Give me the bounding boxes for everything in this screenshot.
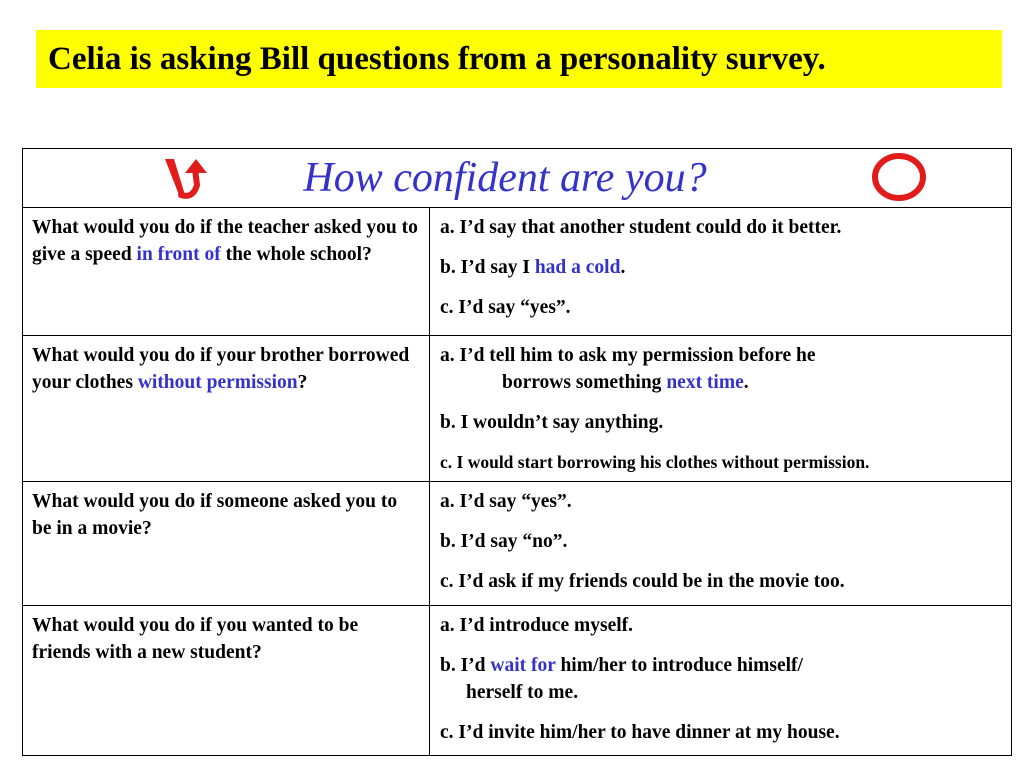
option-text: . bbox=[620, 256, 626, 278]
option-text: him/her to introduce himself/ bbox=[555, 654, 803, 676]
option-continuation bbox=[440, 370, 1003, 397]
question-text: What would you do if you wanted to be friends with a new student bbox=[32, 614, 359, 663]
option-continuation: herself to me. bbox=[466, 681, 579, 703]
table-row bbox=[23, 481, 1012, 605]
table-row bbox=[23, 335, 1012, 481]
option-text: borrows something bbox=[502, 371, 667, 393]
question-cell bbox=[23, 481, 430, 605]
table-row bbox=[23, 207, 1012, 335]
option-c: c. I’d ask if my friends could be in the movie too. bbox=[440, 570, 845, 592]
option-c: c. I’d say “yes”. bbox=[440, 296, 571, 318]
question-cell bbox=[23, 335, 430, 481]
curved-arrow-icon bbox=[159, 155, 223, 199]
option-text: . bbox=[743, 371, 749, 393]
options-cell bbox=[430, 481, 1012, 605]
highlight-phrase: wait for bbox=[490, 654, 556, 676]
option-a bbox=[440, 343, 1003, 397]
question-text: ? bbox=[297, 371, 308, 393]
highlight-phrase: next time bbox=[666, 371, 744, 393]
option-b: b. I’d say “no”. bbox=[440, 530, 568, 552]
table-header bbox=[23, 149, 1012, 208]
question-text: What would you do if the teacher asked you to give a speed bbox=[32, 216, 418, 265]
options-cell bbox=[430, 335, 1012, 481]
option-a: a. I’d say that another student could do it better. bbox=[440, 216, 842, 238]
option-text: b. I’d say I bbox=[440, 256, 535, 278]
table-title: How confident are you? bbox=[303, 155, 707, 201]
question-cell bbox=[23, 207, 430, 335]
title-banner bbox=[36, 30, 1002, 88]
question-text: ? bbox=[251, 641, 262, 663]
option-c: c. I would start borrowing his clothes without permission. bbox=[440, 451, 870, 472]
option-b: b. I wouldn’t say anything. bbox=[440, 411, 664, 433]
question-text: What would you do if someone asked you to be in a movie? bbox=[32, 490, 398, 539]
options-cell bbox=[430, 207, 1012, 335]
red-circle-icon bbox=[867, 151, 931, 203]
option-text: a. I’d tell him to ask my permission before he bbox=[440, 344, 816, 366]
highlight-phrase: had a cold bbox=[534, 256, 621, 278]
option-c: c. I’d invite him/her to have dinner at my house. bbox=[440, 721, 840, 743]
question-cell bbox=[23, 605, 430, 755]
highlight-phrase: without permission bbox=[137, 371, 298, 393]
options-cell bbox=[430, 605, 1012, 755]
question-text: the whole school? bbox=[220, 243, 372, 265]
option-text: b. I’d bbox=[440, 654, 491, 676]
option-b bbox=[440, 255, 1003, 282]
option-a: a. I’d say “yes”. bbox=[440, 490, 572, 512]
highlight-phrase: in front of bbox=[136, 243, 221, 265]
survey-table bbox=[22, 148, 1012, 756]
banner-text: Celia is asking Bill questions from a personality survey. bbox=[48, 40, 826, 77]
option-b bbox=[440, 653, 1003, 707]
table-row bbox=[23, 605, 1012, 755]
option-a: a. I’d introduce myself. bbox=[440, 614, 634, 636]
question-text: What would you do if your brother borrowed your clothes bbox=[32, 344, 410, 393]
